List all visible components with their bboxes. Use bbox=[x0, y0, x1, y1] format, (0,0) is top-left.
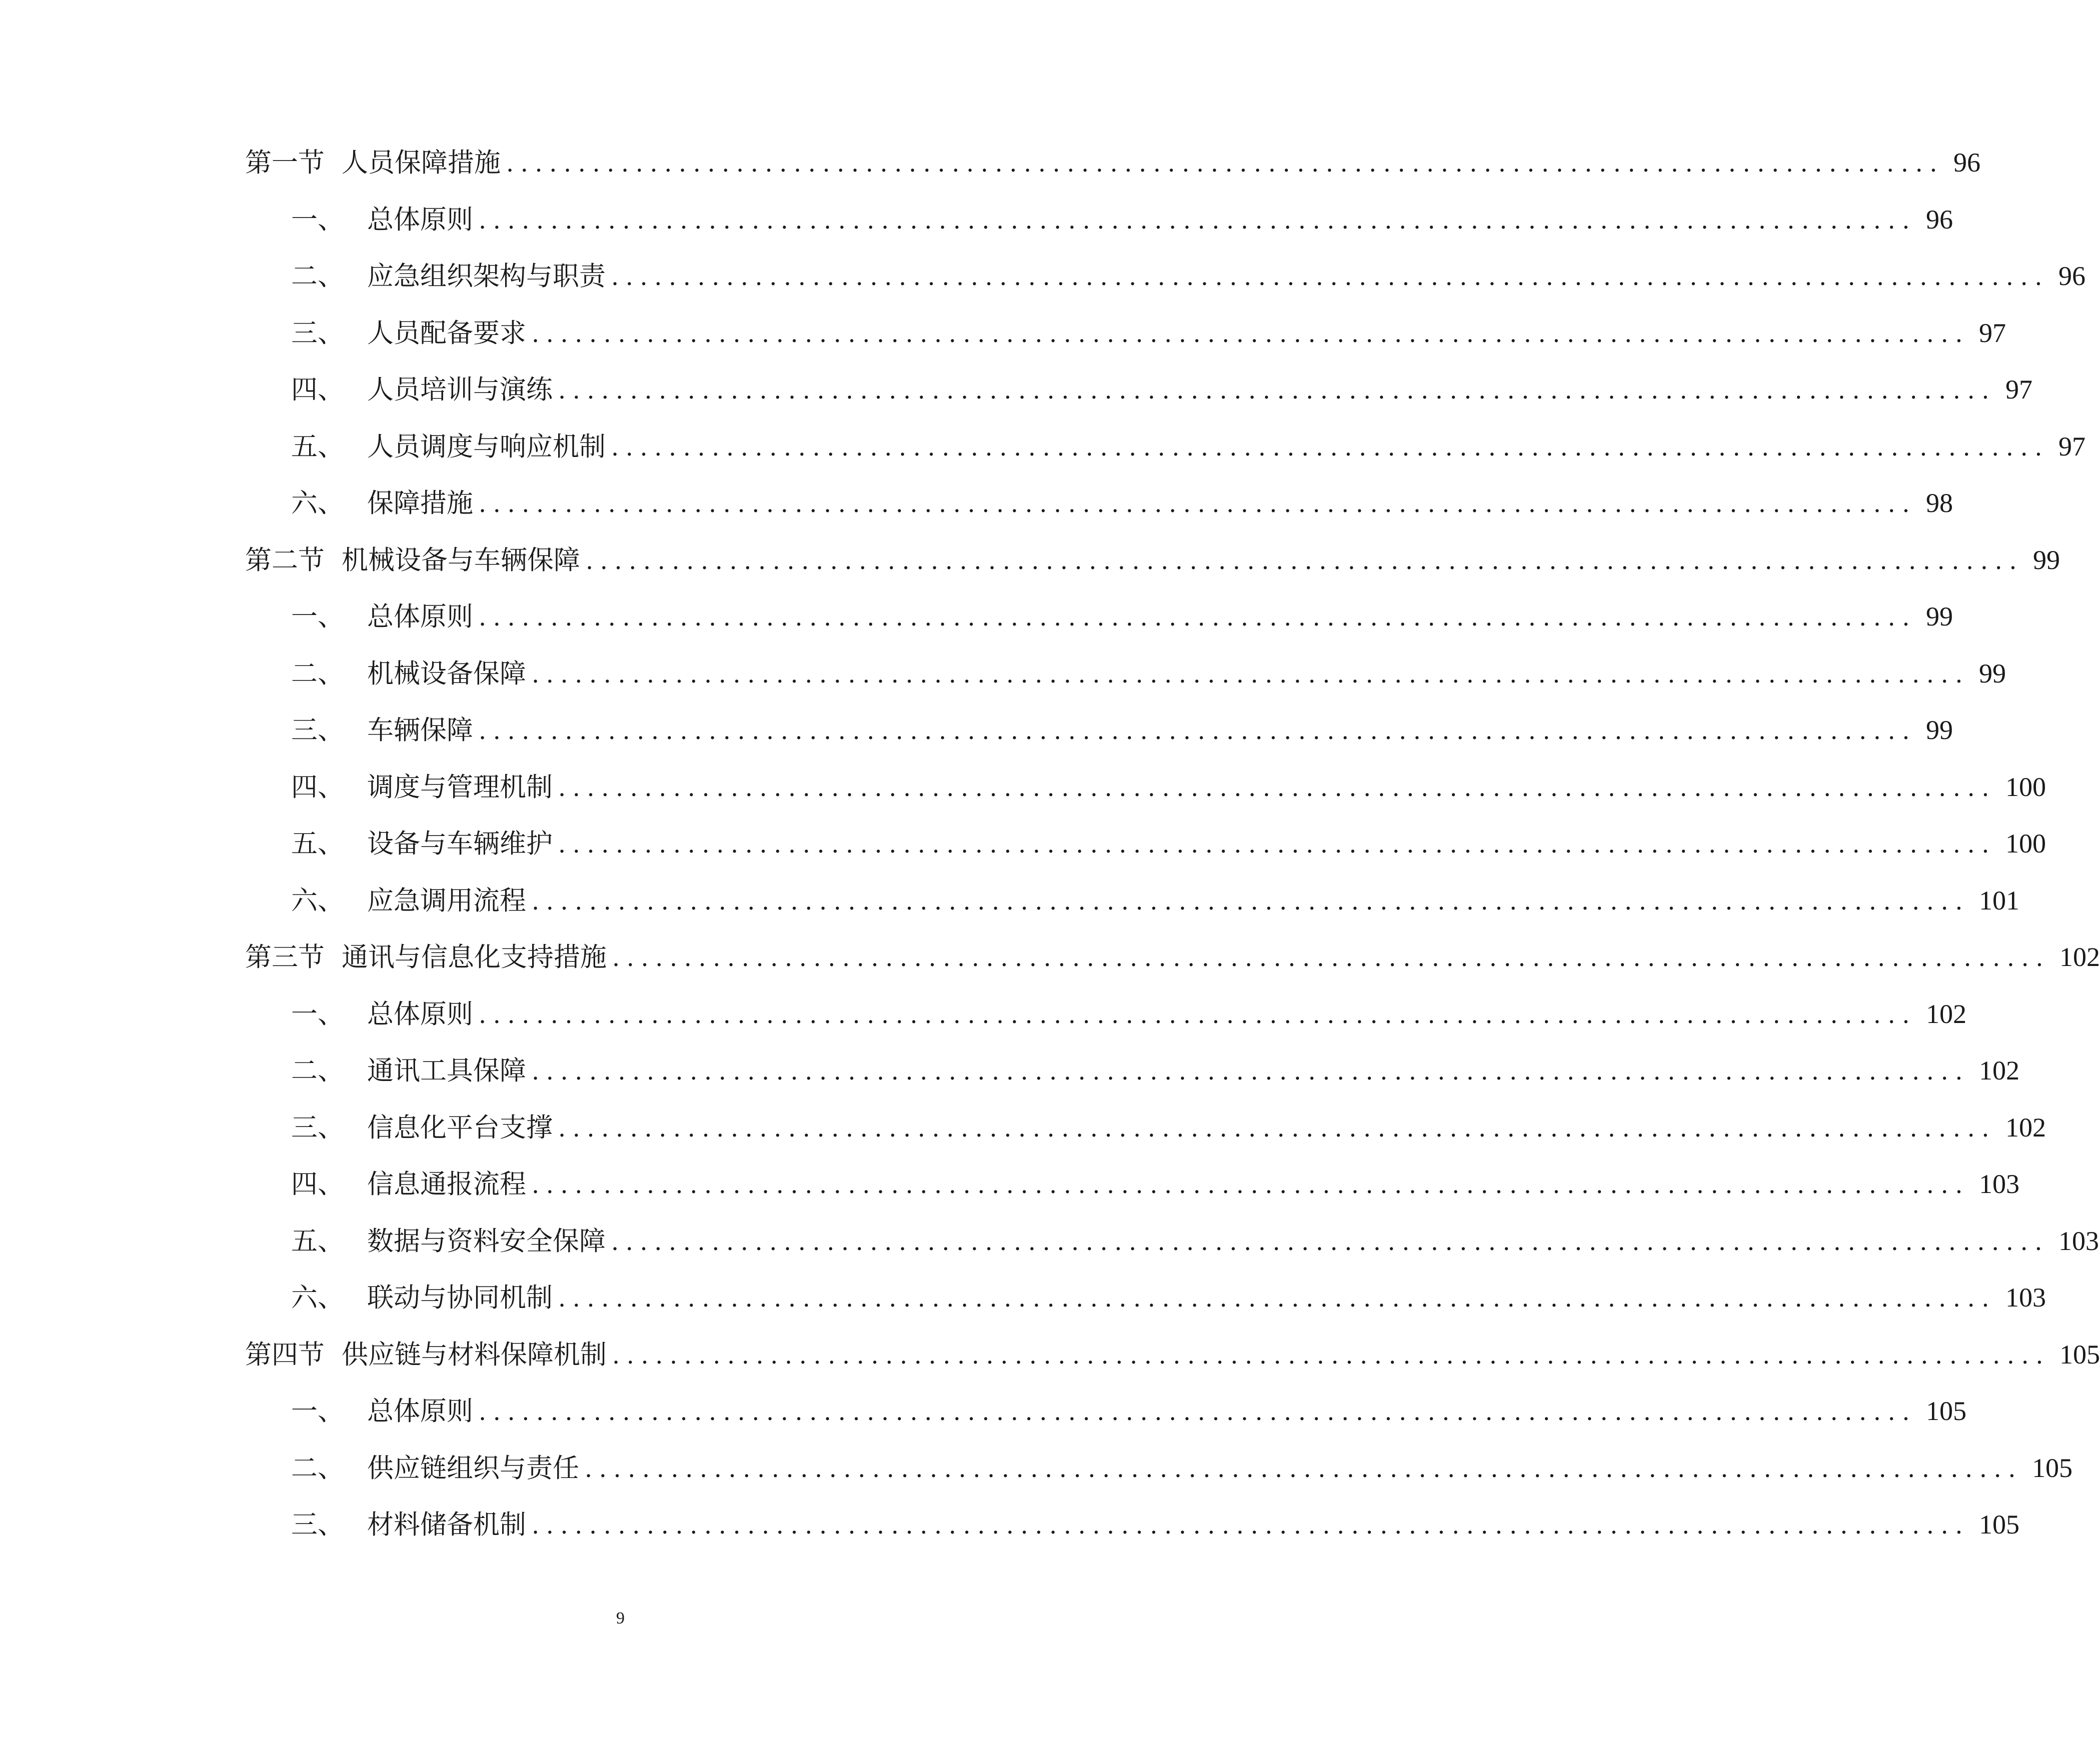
toc-entry-number: 五、 bbox=[291, 1226, 344, 1256]
toc-subsection-entry[interactable] bbox=[245, 261, 2085, 320]
toc-dot-leader: .................................................................................................... bbox=[532, 1510, 1970, 1540]
toc-entry-page: 97 bbox=[2058, 431, 2085, 462]
toc-dot-leader: .................................................................................................... bbox=[559, 1113, 1996, 1142]
toc-entry-page: 100 bbox=[2005, 772, 2046, 802]
toc-entry-page: 105 bbox=[2032, 1452, 2072, 1483]
toc-entry-page: 103 bbox=[2058, 1226, 2099, 1256]
toc-entry-number: 五、 bbox=[291, 431, 344, 462]
toc-entry-page: 96 bbox=[1926, 204, 1953, 234]
toc-entry-title: 设备与车辆维护 bbox=[367, 828, 553, 859]
toc-dot-leader: .................................................................................................... bbox=[559, 376, 1996, 404]
toc-entry-page: 100 bbox=[2005, 828, 2046, 858]
toc-dot-leader: .................................................................................................... bbox=[479, 489, 1917, 518]
toc-dot-leader: .................................................................................................... bbox=[532, 659, 1970, 688]
table-of-contents bbox=[245, 148, 2100, 1568]
toc-entry-title: 人员培训与演练 bbox=[367, 374, 553, 405]
toc-entry-title: 供应链与材料保障机制 bbox=[342, 1339, 607, 1370]
toc-subsection-entry[interactable] bbox=[245, 772, 2046, 830]
toc-dot-leader: .................................................................................................... bbox=[585, 1454, 2023, 1483]
toc-entry-title: 调度与管理机制 bbox=[367, 772, 553, 802]
toc-dot-leader: .................................................................................................... bbox=[479, 205, 1917, 234]
toc-entry-number: 三、 bbox=[291, 318, 344, 348]
toc-dot-leader: .................................................................................................... bbox=[559, 830, 1996, 858]
toc-dot-leader: .................................................................................................... bbox=[559, 1284, 1996, 1312]
toc-entry-title: 人员配备要求 bbox=[367, 318, 526, 348]
toc-entry-page: 99 bbox=[1979, 658, 2006, 688]
toc-subsection-entry[interactable] bbox=[245, 1226, 2099, 1284]
toc-dot-leader: .................................................................................................... bbox=[612, 432, 2049, 462]
toc-entry-number: 六、 bbox=[291, 488, 344, 518]
toc-dot-leader: .................................................................................................... bbox=[479, 716, 1917, 745]
toc-subsection-entry[interactable] bbox=[245, 998, 1966, 1058]
toc-entry-page: 97 bbox=[1979, 318, 2006, 348]
toc-subsection-entry[interactable] bbox=[245, 374, 2032, 433]
toc-subsection-entry[interactable] bbox=[245, 658, 2006, 717]
toc-entry-title: 总体原则 bbox=[367, 204, 473, 235]
toc-entry-title: 应急组织架构与职责 bbox=[367, 261, 606, 292]
toc-subsection-entry[interactable] bbox=[245, 1396, 1966, 1454]
toc-entry-page: 102 bbox=[2059, 942, 2100, 972]
toc-entry-title: 通讯工具保障 bbox=[367, 1056, 526, 1086]
toc-entry-title: 通讯与信息化支持措施 bbox=[342, 942, 607, 972]
toc-entry-page: 102 bbox=[1926, 998, 1966, 1029]
toc-entry-number: 六、 bbox=[291, 885, 344, 916]
toc-entry-number: 一、 bbox=[291, 602, 344, 632]
toc-entry-title: 总体原则 bbox=[367, 998, 473, 1030]
toc-dot-leader: .................................................................................................... bbox=[586, 546, 2024, 575]
toc-dot-leader: .................................................................................................... bbox=[613, 1340, 2050, 1370]
toc-entry-number: 一、 bbox=[291, 1396, 344, 1426]
toc-dot-leader: .................................................................................................... bbox=[507, 148, 1944, 178]
toc-entry-number: 第三节 bbox=[245, 942, 325, 972]
toc-section-entry[interactable] bbox=[245, 1339, 2100, 1398]
toc-section-entry[interactable] bbox=[245, 942, 2100, 1000]
toc-dot-leader: .................................................................................................... bbox=[612, 1226, 2049, 1256]
toc-section-entry[interactable] bbox=[245, 148, 1980, 206]
toc-entry-title: 信息化平台支撑 bbox=[367, 1112, 553, 1143]
toc-subsection-entry[interactable] bbox=[245, 431, 2085, 490]
toc-entry-page: 105 bbox=[1979, 1510, 2019, 1540]
page-number: 9 bbox=[616, 1609, 625, 1628]
toc-entry-title: 总体原则 bbox=[367, 602, 473, 632]
toc-entry-title: 信息通报流程 bbox=[367, 1169, 526, 1200]
toc-subsection-entry[interactable] bbox=[245, 204, 1953, 263]
toc-subsection-entry[interactable] bbox=[245, 828, 2046, 887]
toc-entry-number: 三、 bbox=[291, 1112, 344, 1143]
toc-dot-leader: .................................................................................................... bbox=[613, 943, 2050, 972]
toc-entry-title: 供应链组织与责任 bbox=[367, 1452, 579, 1484]
toc-entry-number: 三、 bbox=[291, 1510, 344, 1540]
toc-subsection-entry[interactable] bbox=[245, 1510, 2019, 1568]
toc-subsection-entry[interactable] bbox=[245, 318, 2006, 376]
toc-dot-leader: .................................................................................................... bbox=[559, 772, 1996, 802]
toc-dot-leader: .................................................................................................... bbox=[532, 886, 1970, 916]
toc-entry-page: 97 bbox=[2005, 374, 2032, 404]
toc-entry-page: 102 bbox=[2005, 1112, 2046, 1142]
toc-entry-page: 99 bbox=[2033, 544, 2060, 575]
toc-entry-page: 99 bbox=[1926, 715, 1953, 745]
toc-dot-leader: .................................................................................................... bbox=[532, 1056, 1970, 1086]
toc-entry-page: 96 bbox=[2058, 261, 2085, 291]
toc-dot-leader: .................................................................................................... bbox=[532, 1170, 1970, 1199]
toc-entry-title: 保障措施 bbox=[367, 488, 473, 518]
toc-section-entry[interactable] bbox=[245, 544, 2060, 604]
toc-entry-number: 一、 bbox=[291, 204, 344, 235]
toc-entry-title: 人员调度与响应机制 bbox=[367, 431, 606, 462]
toc-entry-title: 人员保障措施 bbox=[342, 148, 501, 178]
toc-subsection-entry[interactable] bbox=[245, 602, 1953, 660]
toc-entry-page: 99 bbox=[1926, 602, 1953, 632]
toc-entry-title: 车辆保障 bbox=[367, 715, 473, 746]
toc-subsection-entry[interactable] bbox=[245, 885, 2019, 944]
toc-entry-number: 二、 bbox=[291, 1452, 344, 1484]
toc-entry-number: 三、 bbox=[291, 715, 344, 746]
toc-entry-number: 第四节 bbox=[245, 1339, 325, 1370]
toc-subsection-entry[interactable] bbox=[245, 1452, 2072, 1512]
toc-entry-page: 103 bbox=[1979, 1169, 2019, 1199]
toc-entry-title: 总体原则 bbox=[367, 1396, 473, 1426]
toc-entry-title: 应急调用流程 bbox=[367, 885, 526, 916]
toc-entry-number: 第二节 bbox=[245, 544, 325, 576]
toc-entry-page: 101 bbox=[1979, 885, 2019, 916]
toc-entry-page: 98 bbox=[1926, 488, 1953, 518]
toc-dot-leader: .................................................................................................... bbox=[479, 1000, 1917, 1029]
toc-entry-number: 四、 bbox=[291, 1169, 344, 1200]
toc-entry-title: 机械设备与车辆保障 bbox=[342, 544, 580, 576]
toc-entry-number: 五、 bbox=[291, 828, 344, 859]
toc-entry-page: 96 bbox=[1953, 148, 1980, 178]
toc-subsection-entry[interactable] bbox=[245, 488, 1953, 546]
toc-dot-leader: .................................................................................................... bbox=[479, 602, 1917, 632]
toc-entry-page: 105 bbox=[1926, 1396, 1966, 1426]
toc-entry-number: 四、 bbox=[291, 772, 344, 802]
toc-subsection-entry[interactable] bbox=[245, 715, 1953, 774]
toc-entry-title: 材料储备机制 bbox=[367, 1510, 526, 1540]
toc-entry-title: 联动与协同机制 bbox=[367, 1282, 553, 1313]
toc-entry-number: 二、 bbox=[291, 261, 344, 292]
toc-subsection-entry[interactable] bbox=[245, 1282, 2046, 1341]
toc-entry-title: 机械设备保障 bbox=[367, 658, 526, 689]
toc-entry-number: 第一节 bbox=[245, 148, 325, 178]
toc-entry-number: 二、 bbox=[291, 658, 344, 689]
toc-dot-leader: .................................................................................................... bbox=[479, 1397, 1917, 1426]
toc-subsection-entry[interactable] bbox=[245, 1169, 2019, 1228]
toc-dot-leader: .................................................................................................... bbox=[612, 262, 2049, 291]
toc-entry-number: 一、 bbox=[291, 998, 344, 1030]
toc-entry-page: 102 bbox=[1979, 1056, 2019, 1086]
toc-entry-page: 105 bbox=[2059, 1339, 2100, 1370]
toc-entry-number: 六、 bbox=[291, 1282, 344, 1313]
toc-entry-number: 二、 bbox=[291, 1056, 344, 1086]
toc-entry-title: 数据与资料安全保障 bbox=[367, 1226, 606, 1256]
toc-dot-leader: .................................................................................................... bbox=[532, 318, 1970, 348]
toc-entry-page: 103 bbox=[2005, 1282, 2046, 1312]
toc-entry-number: 四、 bbox=[291, 374, 344, 405]
toc-subsection-entry[interactable] bbox=[245, 1112, 2046, 1171]
toc-subsection-entry[interactable] bbox=[245, 1056, 2019, 1114]
